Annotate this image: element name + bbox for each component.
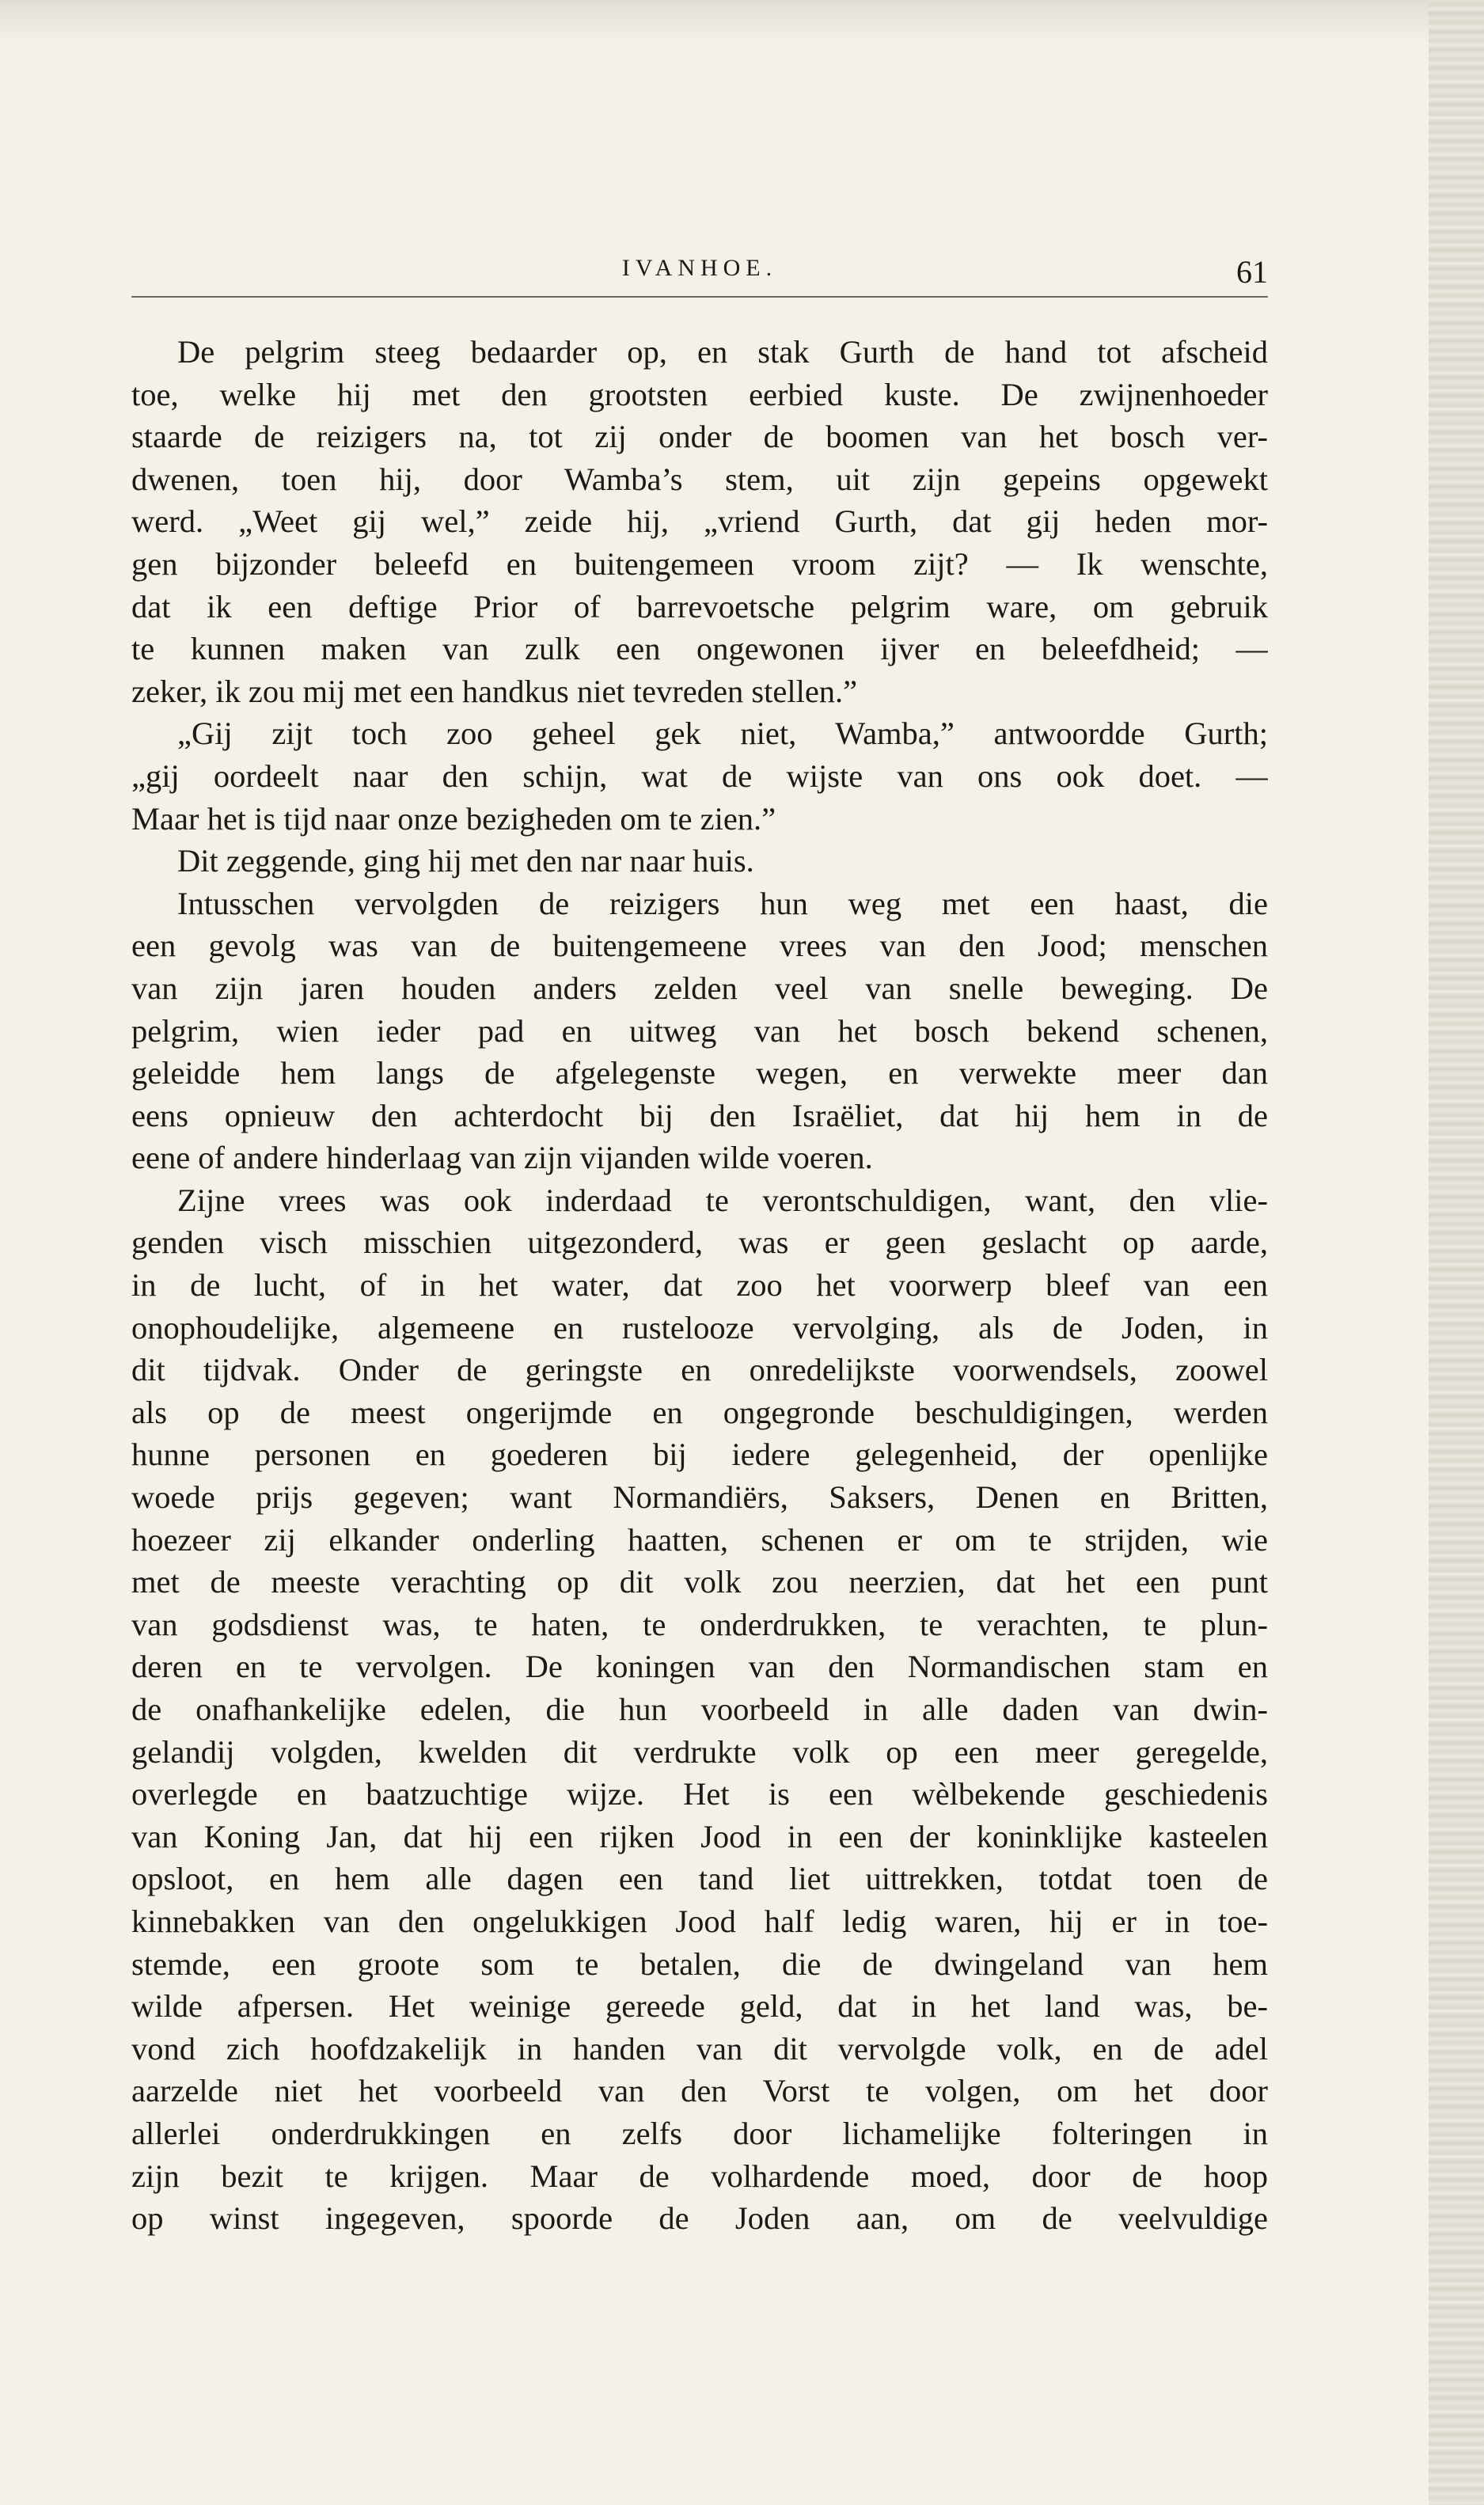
body-text [131,331,1268,2240]
page-number: 61 [1236,254,1268,290]
text-line: van Koning Jan, dat hij een rijken Jood in een der koninklijke kasteelen [131,1818,1268,1854]
text-line: opsloot, en hem alle dagen een tand liet uittrekken, totdat toen de [131,1861,1268,1897]
text-line: met de meeste verachting op dit volk zou neerzien, dat het een punt [131,1564,1268,1600]
text-line: eene of andere hinderlaag van zijn vijanden wilde voeren. [131,1140,873,1176]
text-line: vond zich hoofdzakelijk in handen van dit vervolgde volk, en de adel [131,2030,1268,2067]
text-line: als op de meest ongerijmde en ongegronde beschuldigingen, werden [131,1394,1268,1430]
text-line: Intusschen vervolgden de reizigers hun weg met een haast, die [177,885,1268,921]
text-line: Zijne vrees was ook inderdaad te verontschuldigen, want, den vlie- [177,1182,1268,1218]
text-line: hoezeer zij elkander onderling haatten, schenen er om te strijden, wie [131,1521,1268,1558]
text-line: allerlei onderdrukkingen en zelfs door lichamelijke folteringen in [131,2115,1268,2151]
text-line: stemde, een groote som te betalen, die de dwingeland van hem [131,1945,1268,1982]
text-line: van zijn jaren houden anders zelden veel van snelle beweging. De [131,970,1268,1006]
text-line: zeker, ik zou mij met een handkus niet tevreden stellen.” [131,673,858,709]
text-line: aarzelde niet het voorbeeld van den Vorst te volgen, om het door [131,2073,1268,2109]
text-line: Dit zeggende, ging hij met den nar naar huis. [177,843,754,879]
text-line: genden visch misschien uitgezonderd, was er geen geslacht op aarde, [131,1224,1268,1261]
text-line: dat ik een deftige Prior of barrevoetsche pelgrim ware, om gebruik [131,588,1268,624]
text-line: overlegde en baatzuchtige wijze. Het is een wèlbekende geschiedenis [131,1776,1268,1812]
text-line: wilde afpersen. Het weinige gereede geld, dat in het land was, be- [131,1988,1268,2025]
running-header [131,253,1268,298]
text-line: gelandij volgden, kwelden dit verdrukte volk op een meer geregelde, [131,1733,1268,1770]
text-line: toe, welke hij met den grootsten eerbied kuste. De zwijnenhoeder [131,376,1268,412]
text-line: woede prijs gegeven; want Normandiërs, Saksers, Denen en Britten, [131,1479,1268,1516]
text-line: Maar het is tijd naar onze bezigheden om te zien.” [131,800,776,837]
text-line: staarde de reizigers na, tot zij onder de boomen van het bosch ver- [131,419,1268,455]
text-line: kinnebakken van den ongelukkigen Jood half ledig waren, hij er in toe- [131,1903,1268,1939]
text-line: te kunnen maken van zulk een ongewonen ijver en beleefdheid; — [131,631,1268,667]
text-line: De pelgrim steeg bedaarder op, en stak Gurth de hand tot afscheid [177,334,1268,370]
text-line: dit tijdvak. Onder de geringste en onredelijkste voorwendsels, zoowel [131,1352,1268,1388]
text-line: hunne personen en goederen bij iedere gelegenheid, der openlijke [131,1437,1268,1473]
text-line: eens opnieuw den achterdocht bij den Israëliet, dat hij hem in de [131,1097,1268,1133]
text-line: een gevolg was van de buitengemeene vrees van den Jood; menschen [131,928,1268,964]
text-line: geleidde hem langs de afgelegenste wegen, en verwekte meer dan [131,1055,1268,1091]
text-line: in de lucht, of in het water, dat zoo het voorwerp bleef van een [131,1267,1268,1304]
text-line: zijn bezit te krijgen. Maar de volhardende moed, door de hoop [131,2158,1268,2194]
text-line: werd. „Weet gij wel,” zeide hij, „vriend Gurth, dat gij heden mor- [131,503,1268,540]
running-title: IVANHOE. [621,255,778,281]
page-right-edge [1429,0,1484,2505]
text-line: „gij oordeelt naar den schijn, wat de wijste van ons ook doet. — [131,757,1268,794]
text-line: gen bijzonder beleefd en buitengemeen vroom zijt? — Ik wenschte, [131,545,1268,582]
text-line: onophoudelijke, algemeene en rustelooze vervolging, als de Joden, in [131,1309,1268,1345]
text-line: „Gij zijt toch zoo geheel gek niet, Wamba,” antwoordde Gurth; [177,715,1268,752]
text-line: dwenen, toen hij, door Wamba’s stem, uit zijn gepeins opgewekt [131,461,1268,497]
text-line: van godsdienst was, te haten, te onderdrukken, te verachten, te plun- [131,1606,1268,1642]
text-line: de onafhankelijke edelen, die hun voorbeeld in alle daden van dwin- [131,1691,1268,1727]
text-line: pelgrim, wien ieder pad en uitweg van het bosch bekend schenen, [131,1012,1268,1049]
text-line: deren en te vervolgen. De koningen van den Normandischen stam en [131,1649,1268,1685]
text-line: op winst ingegeven, spoorde de Joden aan, om de veelvuldige [131,2200,1268,2237]
page-top-edge [0,0,1484,44]
